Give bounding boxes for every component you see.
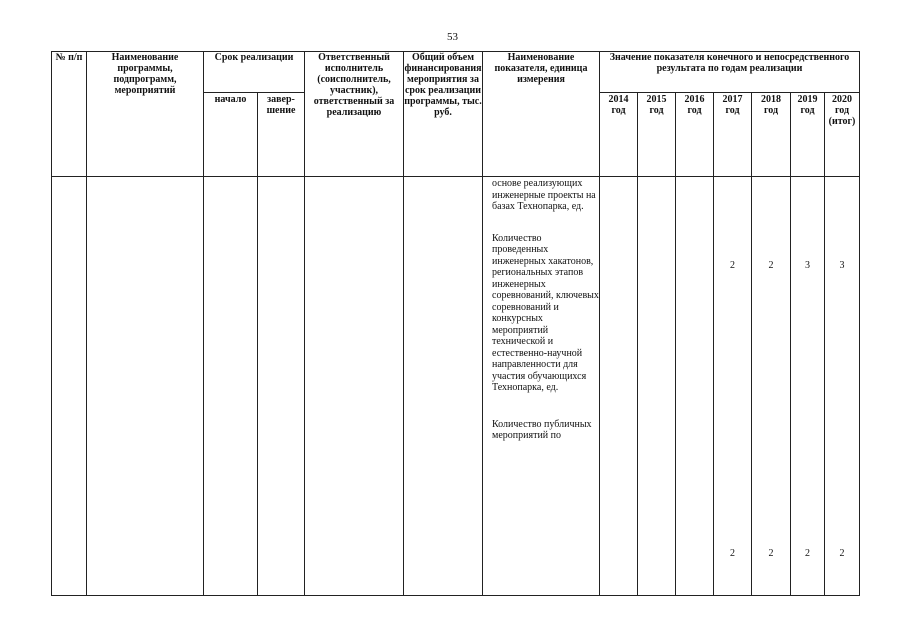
indicator-1: основе реализующих инженерные проекты на базах Технопарка, ед.	[492, 178, 596, 212]
cell-2020	[825, 177, 860, 596]
header-period-start: начало	[204, 93, 258, 177]
cell-funding	[404, 177, 483, 596]
indicator-3: Количество публичных мероприятий по	[492, 418, 592, 441]
header-year-2017: 2017 год	[714, 93, 752, 177]
value-ind2-2019: 3	[805, 260, 810, 271]
value-ind2-2020: 3	[839, 260, 845, 271]
header-year-2014: 2014 год	[600, 93, 638, 177]
cell-end	[258, 177, 305, 596]
header-num: № п/п	[52, 52, 87, 177]
cell-2016	[676, 177, 714, 596]
header-period: Срок реализации	[204, 52, 305, 93]
value-ind3-2017: 2	[730, 548, 735, 559]
value-ind2-2017: 2	[730, 260, 735, 271]
header-year-2020: 2020 год (итог)	[825, 93, 860, 177]
header-values: Значение показателя конечного и непосредственного результата по годам реализации	[600, 52, 860, 93]
header-year-2015: 2015 год	[638, 93, 676, 177]
header-year-2016: 2016 год	[676, 93, 714, 177]
cell-responsible	[305, 177, 404, 596]
cell-2014	[600, 177, 638, 596]
cell-2015	[638, 177, 676, 596]
cell-indicators	[483, 177, 600, 596]
header-name: Наименование программы, подпрограмм, мероприятий	[87, 52, 204, 177]
header-period-end: завер-шение	[258, 93, 305, 177]
value-ind3-2019: 2	[805, 548, 810, 559]
cell-start	[204, 177, 258, 596]
cell-2017	[714, 177, 752, 596]
cell-2018	[752, 177, 791, 596]
header-funding: Общий объем финансирования мероприятия за срок реализации программы, тыс. руб.	[404, 52, 483, 177]
cell-2019	[791, 177, 825, 596]
header-indicator: Наименование показателя, единица измерения	[483, 52, 600, 177]
program-table	[51, 51, 860, 596]
value-ind3-2018: 2	[768, 548, 774, 559]
header-year-2018: 2018 год	[752, 93, 791, 177]
page-number: 53	[447, 31, 458, 43]
header-year-2019: 2019 год	[791, 93, 825, 177]
header-responsible: Ответственный исполнитель (соисполнитель, участник), ответственный за реализацию	[305, 52, 404, 177]
cell-name	[87, 177, 204, 596]
cell-num	[52, 177, 87, 596]
value-ind3-2020: 2	[839, 548, 845, 559]
indicator-2: Количество проведенных инженерных хакатонов, региональных этапов инженерных соревнований, ключевых соревнований и конкурсных мероприятий технической и естественно-научной направленности для участия обучающихся Технопарка, ед.	[492, 232, 599, 393]
value-ind2-2018: 2	[768, 260, 774, 271]
